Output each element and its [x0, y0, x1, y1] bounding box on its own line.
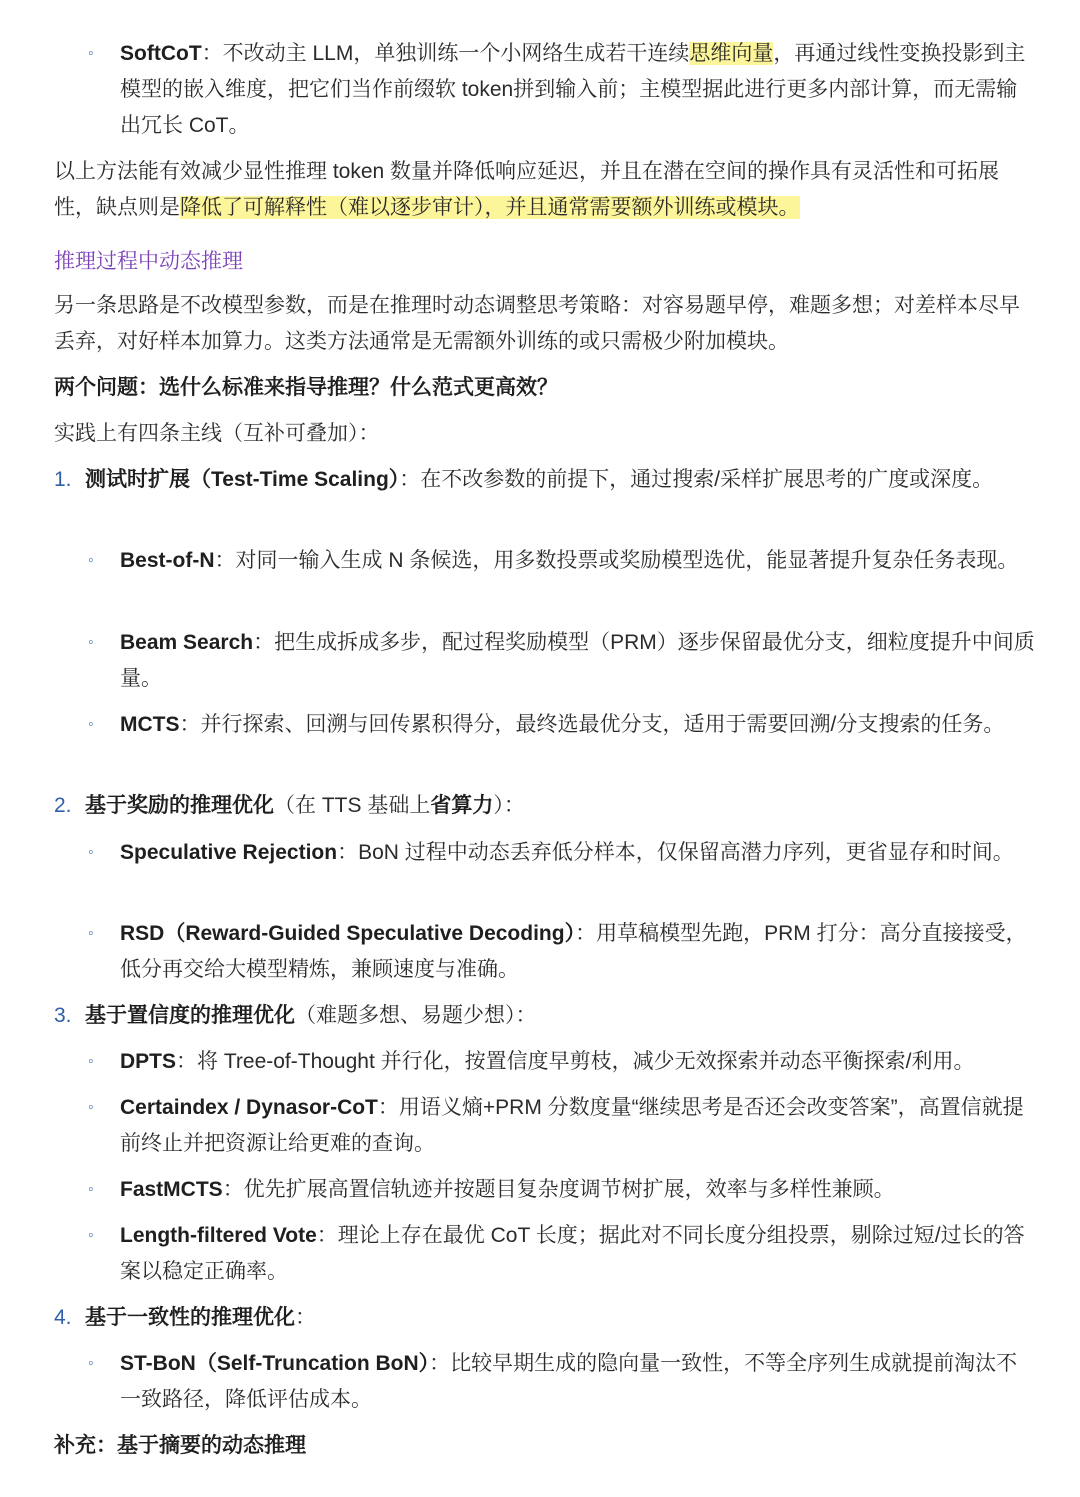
bullet-icon: ◦	[88, 1181, 94, 1198]
list-number: 3.	[54, 1004, 72, 1027]
bullet-icon: ◦	[88, 1355, 94, 1372]
list-item: ◦ FastMCTS：优先扩展高置信轨迹并按题目复杂度调节树扩展，效率与多样性兼顾。	[54, 1172, 1036, 1208]
bullet-icon: ◦	[88, 1053, 94, 1070]
list-number: 1.	[54, 468, 72, 491]
list-number: 4.	[54, 1306, 72, 1329]
questions-line: 两个问题：选什么标准来指导推理？什么范式更高效？	[54, 376, 558, 399]
list-item: ◦ RSD（Reward-Guided Speculative Decoding）：用草稿模型先跑，PRM 打分：高分直接接受，低分再交给大模型精炼，兼顾速度与准确。	[54, 916, 1036, 988]
list-item: ◦ Certaindex / Dynasor-CoT：用语义熵+PRM 分数度量“继续思考是否还会改变答案”，高置信就提前终止并把资源让给更难的查询。	[54, 1090, 1036, 1162]
summary-paragraph: 以上方法能有效减少显性推理 token 数量并降低响应延迟，并且在潜在空间的操作具有灵活性和可拓展性，缺点则是降低了可解释性（难以逐步审计），并且通常需要额外训练或模块。	[54, 160, 1000, 219]
list-number: 2.	[54, 794, 72, 817]
bullet-icon: ◦	[88, 1227, 94, 1244]
supplement-line: 补充：基于摘要的动态推理	[54, 1434, 306, 1457]
section-heading: 推理过程中动态推理	[54, 250, 243, 273]
highlight: 思维向量	[689, 42, 774, 65]
list-item: ◦ DPTS：将 Tree-of-Thought 并行化，按置信度早剪枝，减少无效探索并动态平衡探索/利用。	[54, 1044, 1036, 1080]
list-item: ◦ Length-filtered Vote：理论上存在最优 CoT 长度；据此对不同长度分组投票，剔除过短/过长的答案以稳定正确率。	[54, 1218, 1036, 1290]
lead-line: 实践上有四条主线（互补可叠加）：	[54, 422, 380, 445]
bullet-icon: ◦	[88, 552, 94, 569]
intro-paragraph: 另一条思路是不改模型参数，而是在推理时动态调整思考策略：对容易题早停，难题多想；对差样本尽早丢弃，对好样本加算力。这类方法通常是无需额外训练的或只需极少附加模块。	[54, 294, 1020, 353]
list-item: ◦ Speculative Rejection：BoN 过程中动态丢弃低分样本，仅保留高潜力序列，更省显存和时间。	[54, 835, 1036, 871]
ordered-item-1: 1. 测试时扩展（Test-Time Scaling）：在不改参数的前提下，通过搜索/采样扩展思考的广度或深度。	[54, 462, 1036, 498]
list-item: ◦ ST-BoN（Self-Truncation BoN）：比较早期生成的隐向量一致性，不等全序列生成就提前淘汰不一致路径，降低评估成本。	[54, 1346, 1036, 1418]
ordered-item-3: 3. 基于置信度的推理优化（难题多想、易题少想）：	[54, 998, 1036, 1034]
bullet-icon: ◦	[88, 1099, 94, 1116]
list-item: ◦ Best-of-N：对同一输入生成 N 条候选，用多数投票或奖励模型选优，能显著提升复杂任务表现。	[54, 543, 1036, 579]
list-item-softcot: ◦ SoftCoT：不改动主 LLM，单独训练一个小网络生成若干连续思维向量，再通过线性变换投影到主模型的嵌入维度，把它们当作前缀软 token拼到输入前；主模型据此进行更多内部计算，而无需输出冗长 CoT。	[54, 36, 1036, 144]
highlight: 降低了可解释性（难以逐步审计），并且通常需要额外训练或模块。	[180, 196, 800, 219]
bullet-icon: ◦	[88, 716, 94, 733]
ordered-item-2: 2. 基于奖励的推理优化（在 TTS 基础上省算力）：	[54, 788, 1036, 824]
bullet-icon: ◦	[88, 45, 94, 62]
term-softcot: SoftCoT	[120, 42, 202, 65]
bullet-icon: ◦	[88, 844, 94, 861]
list-item: ◦ MCTS：并行探索、回溯与回传累积得分，最终选最优分支，适用于需要回溯/分支搜索的任务。	[54, 707, 1036, 743]
bullet-icon: ◦	[88, 925, 94, 942]
bullet-icon: ◦	[88, 634, 94, 651]
ordered-item-4: 4. 基于一致性的推理优化：	[54, 1300, 1036, 1336]
list-item: ◦ Beam Search：把生成拆成多步，配过程奖励模型（PRM）逐步保留最优分支，细粒度提升中间质量。	[54, 625, 1036, 697]
